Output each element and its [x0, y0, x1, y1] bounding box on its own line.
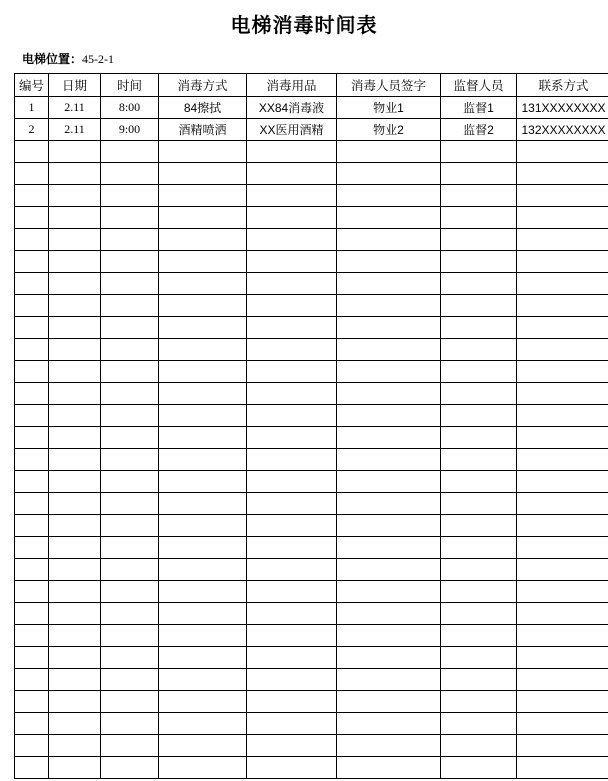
cell-empty	[15, 515, 49, 537]
cell-empty	[159, 295, 247, 317]
cell-empty	[441, 713, 517, 735]
cell-empty	[247, 559, 337, 581]
cell-empty	[101, 361, 159, 383]
cell-empty	[247, 647, 337, 669]
page-title: 电梯消毒时间表	[14, 14, 594, 38]
cell-empty	[159, 427, 247, 449]
cell-supervisor: 监督1	[441, 97, 517, 119]
cell-empty	[247, 735, 337, 757]
cell-id: 2	[15, 119, 49, 141]
cell-empty	[101, 735, 159, 757]
cell-empty	[337, 273, 441, 295]
cell-empty	[337, 251, 441, 273]
cell-empty	[101, 515, 159, 537]
cell-empty	[159, 185, 247, 207]
cell-empty	[159, 647, 247, 669]
cell-empty	[517, 581, 608, 603]
cell-empty	[159, 141, 247, 163]
cell-method: 84擦拭	[159, 97, 247, 119]
cell-empty	[49, 361, 101, 383]
cell-empty	[15, 647, 49, 669]
table-row	[15, 119, 608, 141]
cell-empty	[517, 449, 608, 471]
cell-empty	[441, 625, 517, 647]
cell-empty	[15, 383, 49, 405]
cell-empty	[15, 735, 49, 757]
table-body	[15, 97, 608, 779]
cell-empty	[49, 471, 101, 493]
cell-empty	[517, 427, 608, 449]
cell-empty	[49, 537, 101, 559]
cell-empty	[15, 427, 49, 449]
cell-empty	[101, 229, 159, 251]
table-row-empty	[15, 361, 608, 383]
cell-empty	[101, 141, 159, 163]
cell-empty	[15, 603, 49, 625]
cell-empty	[337, 581, 441, 603]
cell-empty	[101, 449, 159, 471]
table-row-empty	[15, 691, 608, 713]
cell-empty	[517, 471, 608, 493]
cell-empty	[49, 515, 101, 537]
cell-empty	[15, 273, 49, 295]
cell-empty	[159, 405, 247, 427]
cell-empty	[337, 603, 441, 625]
cell-empty	[247, 537, 337, 559]
table-row-empty	[15, 251, 608, 273]
column-header-time: 时间	[101, 74, 159, 97]
cell-empty	[101, 713, 159, 735]
cell-empty	[159, 383, 247, 405]
table-row-empty	[15, 207, 608, 229]
cell-empty	[15, 625, 49, 647]
cell-empty	[49, 647, 101, 669]
table-row-empty	[15, 163, 608, 185]
cell-empty	[441, 603, 517, 625]
cell-time: 9:00	[101, 119, 159, 141]
table-row-empty	[15, 625, 608, 647]
cell-empty	[337, 757, 441, 779]
column-header-date: 日期	[49, 74, 101, 97]
cell-empty	[517, 757, 608, 779]
cell-empty	[15, 141, 49, 163]
cell-empty	[49, 603, 101, 625]
cell-empty	[517, 691, 608, 713]
cell-empty	[441, 405, 517, 427]
cell-empty	[247, 691, 337, 713]
cell-supplies: XX84消毒液	[247, 97, 337, 119]
cell-empty	[247, 493, 337, 515]
cell-empty	[337, 537, 441, 559]
cell-empty	[159, 559, 247, 581]
cell-empty	[247, 251, 337, 273]
cell-empty	[159, 669, 247, 691]
cell-empty	[337, 647, 441, 669]
cell-empty	[101, 339, 159, 361]
cell-empty	[159, 339, 247, 361]
cell-empty	[247, 207, 337, 229]
cell-empty	[247, 405, 337, 427]
cell-empty	[441, 669, 517, 691]
cell-empty	[49, 559, 101, 581]
elevator-location-label: 电梯位置：	[22, 52, 82, 66]
cell-empty	[159, 449, 247, 471]
cell-empty	[159, 317, 247, 339]
cell-empty	[517, 669, 608, 691]
cell-empty	[101, 537, 159, 559]
cell-empty	[247, 273, 337, 295]
cell-empty	[15, 361, 49, 383]
cell-supplies: XX医用酒精	[247, 119, 337, 141]
table-row-empty	[15, 537, 608, 559]
cell-empty	[247, 713, 337, 735]
cell-empty	[159, 163, 247, 185]
cell-empty	[101, 427, 159, 449]
table-row-empty	[15, 559, 608, 581]
column-header-method: 消毒方式	[159, 74, 247, 97]
cell-empty	[247, 515, 337, 537]
cell-empty	[15, 295, 49, 317]
cell-empty	[517, 251, 608, 273]
cell-empty	[441, 537, 517, 559]
cell-empty	[441, 273, 517, 295]
cell-empty	[247, 295, 337, 317]
cell-empty	[517, 515, 608, 537]
cell-empty	[49, 251, 101, 273]
cell-empty	[247, 603, 337, 625]
table-row-empty	[15, 317, 608, 339]
cell-empty	[15, 757, 49, 779]
cell-empty	[15, 581, 49, 603]
cell-empty	[517, 339, 608, 361]
cell-empty	[159, 273, 247, 295]
cell-empty	[15, 537, 49, 559]
cell-empty	[49, 691, 101, 713]
cell-empty	[49, 295, 101, 317]
cell-empty	[337, 625, 441, 647]
cell-empty	[337, 207, 441, 229]
cell-empty	[49, 713, 101, 735]
cell-empty	[441, 317, 517, 339]
cell-empty	[15, 471, 49, 493]
cell-empty	[517, 735, 608, 757]
cell-empty	[15, 713, 49, 735]
table-row-empty	[15, 713, 608, 735]
cell-empty	[517, 163, 608, 185]
cell-empty	[159, 251, 247, 273]
cell-empty	[15, 559, 49, 581]
table-row-empty	[15, 647, 608, 669]
cell-empty	[247, 141, 337, 163]
elevator-location	[22, 50, 594, 67]
cell-empty	[101, 317, 159, 339]
cell-empty	[49, 669, 101, 691]
cell-empty	[101, 559, 159, 581]
cell-empty	[247, 625, 337, 647]
cell-empty	[247, 361, 337, 383]
cell-empty	[101, 163, 159, 185]
column-header-supplies: 消毒用品	[247, 74, 337, 97]
cell-empty	[49, 581, 101, 603]
cell-contact: 132XXXXXXXX	[517, 119, 608, 141]
cell-empty	[15, 251, 49, 273]
table-row-empty	[15, 735, 608, 757]
cell-empty	[337, 515, 441, 537]
table-row-empty	[15, 229, 608, 251]
cell-empty	[15, 207, 49, 229]
cell-empty	[337, 471, 441, 493]
cell-empty	[49, 141, 101, 163]
cell-empty	[517, 141, 608, 163]
cell-empty	[517, 493, 608, 515]
cell-empty	[441, 207, 517, 229]
cell-empty	[441, 581, 517, 603]
cell-empty	[247, 427, 337, 449]
document-page	[0, 14, 608, 781]
table-row	[15, 97, 608, 119]
cell-id: 1	[15, 97, 49, 119]
cell-empty	[49, 735, 101, 757]
cell-empty	[337, 163, 441, 185]
cell-empty	[337, 669, 441, 691]
cell-empty	[49, 339, 101, 361]
cell-empty	[159, 625, 247, 647]
cell-empty	[49, 207, 101, 229]
cell-empty	[441, 251, 517, 273]
cell-empty	[247, 669, 337, 691]
cell-empty	[441, 295, 517, 317]
cell-empty	[49, 185, 101, 207]
cell-empty	[159, 493, 247, 515]
cell-empty	[159, 207, 247, 229]
cell-empty	[101, 273, 159, 295]
cell-empty	[49, 273, 101, 295]
cell-empty	[517, 185, 608, 207]
cell-empty	[441, 559, 517, 581]
cell-supervisor: 监督2	[441, 119, 517, 141]
cell-empty	[441, 163, 517, 185]
cell-empty	[15, 317, 49, 339]
cell-empty	[15, 493, 49, 515]
cell-empty	[247, 185, 337, 207]
cell-empty	[49, 229, 101, 251]
table-row-empty	[15, 493, 608, 515]
cell-empty	[49, 405, 101, 427]
cell-empty	[15, 405, 49, 427]
cell-empty	[441, 383, 517, 405]
cell-empty	[159, 713, 247, 735]
table-row-empty	[15, 273, 608, 295]
table-row-empty	[15, 383, 608, 405]
cell-empty	[101, 581, 159, 603]
cell-empty	[337, 317, 441, 339]
cell-empty	[337, 427, 441, 449]
cell-empty	[101, 383, 159, 405]
table-row-empty	[15, 427, 608, 449]
cell-empty	[49, 757, 101, 779]
cell-empty	[517, 229, 608, 251]
table-row-empty	[15, 295, 608, 317]
cell-empty	[517, 295, 608, 317]
cell-empty	[517, 647, 608, 669]
cell-empty	[159, 537, 247, 559]
cell-empty	[15, 449, 49, 471]
cell-empty	[337, 339, 441, 361]
cell-empty	[15, 669, 49, 691]
cell-empty	[441, 647, 517, 669]
cell-empty	[337, 361, 441, 383]
cell-empty	[247, 757, 337, 779]
table-row-empty	[15, 471, 608, 493]
table-row-empty	[15, 185, 608, 207]
cell-empty	[441, 141, 517, 163]
cell-empty	[517, 603, 608, 625]
column-header-id: 编号	[15, 74, 49, 97]
cell-empty	[159, 471, 247, 493]
cell-empty	[517, 273, 608, 295]
cell-contact: 131XXXXXXXX	[517, 97, 608, 119]
cell-empty	[15, 229, 49, 251]
cell-empty	[101, 669, 159, 691]
column-header-contact: 联系方式	[517, 74, 608, 97]
cell-empty	[159, 515, 247, 537]
cell-empty	[49, 163, 101, 185]
cell-empty	[337, 691, 441, 713]
cell-operator-signature: 物业2	[337, 119, 441, 141]
cell-operator-signature: 物业1	[337, 97, 441, 119]
cell-empty	[337, 229, 441, 251]
table-row-empty	[15, 603, 608, 625]
cell-empty	[49, 427, 101, 449]
column-header-operator-signature: 消毒人员签字	[337, 74, 441, 97]
table-header-row	[15, 74, 608, 97]
cell-empty	[441, 493, 517, 515]
cell-empty	[159, 735, 247, 757]
cell-empty	[517, 625, 608, 647]
elevator-location-value: 45-2-1	[82, 52, 114, 66]
cell-date: 2.11	[49, 119, 101, 141]
cell-empty	[337, 405, 441, 427]
cell-empty	[247, 383, 337, 405]
cell-empty	[517, 537, 608, 559]
cell-empty	[101, 251, 159, 273]
cell-empty	[247, 229, 337, 251]
cell-empty	[247, 163, 337, 185]
cell-empty	[49, 449, 101, 471]
cell-empty	[247, 317, 337, 339]
cell-empty	[101, 647, 159, 669]
cell-empty	[337, 295, 441, 317]
cell-empty	[101, 625, 159, 647]
cell-empty	[159, 581, 247, 603]
cell-empty	[247, 581, 337, 603]
cell-empty	[49, 383, 101, 405]
cell-empty	[101, 295, 159, 317]
cell-empty	[159, 691, 247, 713]
cell-empty	[101, 185, 159, 207]
table-row-empty	[15, 669, 608, 691]
cell-empty	[15, 691, 49, 713]
table-row-empty	[15, 141, 608, 163]
cell-empty	[517, 559, 608, 581]
cell-empty	[159, 361, 247, 383]
table-row-empty	[15, 515, 608, 537]
cell-empty	[337, 735, 441, 757]
cell-empty	[517, 317, 608, 339]
table-row-empty	[15, 757, 608, 779]
table-header	[15, 74, 608, 97]
disinfection-log-table	[14, 73, 608, 779]
cell-empty	[15, 163, 49, 185]
cell-empty	[441, 229, 517, 251]
cell-empty	[49, 317, 101, 339]
cell-empty	[15, 185, 49, 207]
cell-empty	[517, 383, 608, 405]
cell-empty	[247, 471, 337, 493]
cell-empty	[15, 339, 49, 361]
cell-empty	[247, 449, 337, 471]
cell-empty	[517, 361, 608, 383]
cell-empty	[49, 625, 101, 647]
cell-date: 2.11	[49, 97, 101, 119]
cell-empty	[441, 735, 517, 757]
table-row-empty	[15, 449, 608, 471]
cell-method: 酒精喷洒	[159, 119, 247, 141]
cell-empty	[441, 361, 517, 383]
cell-empty	[441, 185, 517, 207]
cell-empty	[517, 713, 608, 735]
cell-empty	[49, 493, 101, 515]
table-row-empty	[15, 339, 608, 361]
cell-empty	[101, 757, 159, 779]
cell-empty	[337, 383, 441, 405]
cell-empty	[441, 691, 517, 713]
cell-empty	[337, 493, 441, 515]
cell-empty	[159, 757, 247, 779]
cell-time: 8:00	[101, 97, 159, 119]
cell-empty	[101, 405, 159, 427]
cell-empty	[101, 207, 159, 229]
table-row-empty	[15, 405, 608, 427]
cell-empty	[247, 339, 337, 361]
column-header-supervisor: 监督人员	[441, 74, 517, 97]
cell-empty	[101, 493, 159, 515]
cell-empty	[441, 471, 517, 493]
table-row-empty	[15, 581, 608, 603]
cell-empty	[337, 559, 441, 581]
cell-empty	[101, 691, 159, 713]
cell-empty	[337, 449, 441, 471]
cell-empty	[101, 603, 159, 625]
cell-empty	[441, 515, 517, 537]
cell-empty	[441, 449, 517, 471]
cell-empty	[159, 603, 247, 625]
cell-empty	[337, 141, 441, 163]
cell-empty	[337, 185, 441, 207]
cell-empty	[337, 713, 441, 735]
cell-empty	[441, 339, 517, 361]
cell-empty	[517, 207, 608, 229]
cell-empty	[441, 427, 517, 449]
cell-empty	[517, 405, 608, 427]
cell-empty	[101, 471, 159, 493]
cell-empty	[441, 757, 517, 779]
cell-empty	[159, 229, 247, 251]
